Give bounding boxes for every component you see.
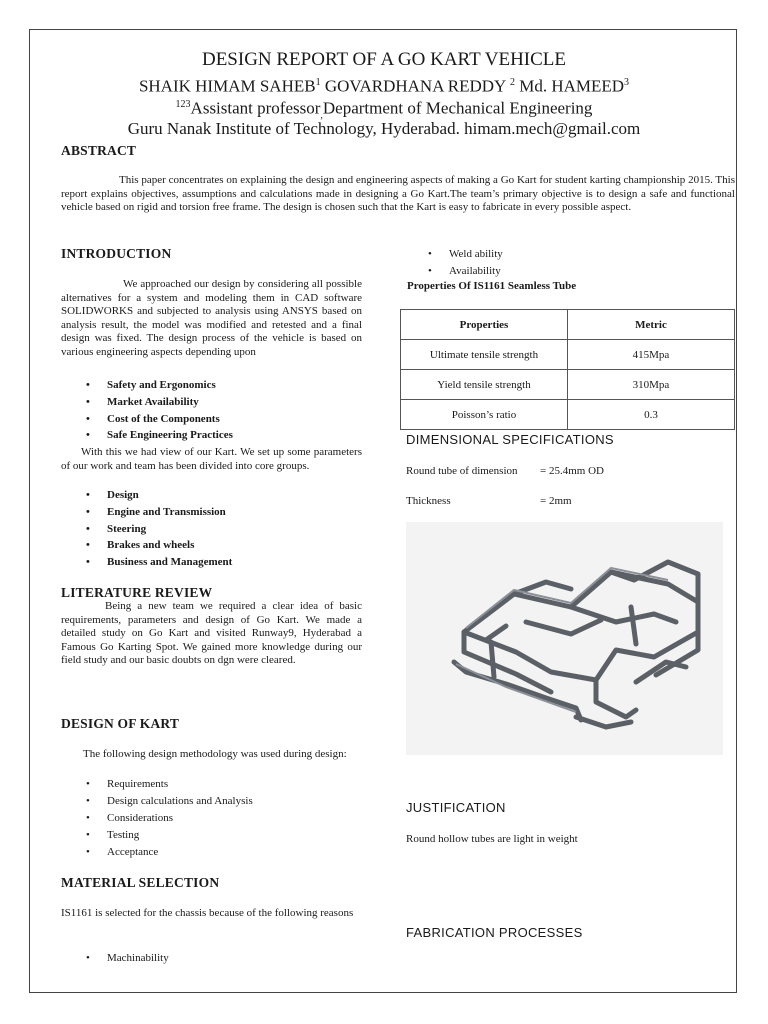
kart-chassis-figure xyxy=(406,522,723,755)
list-item: • Design xyxy=(61,487,362,504)
material-heading: MATERIAL SELECTION xyxy=(61,875,220,890)
fabrication-heading: FABRICATION PROCESSES xyxy=(406,925,583,940)
reasons-list-left xyxy=(61,950,362,967)
dimension-value: = 25.4mm OD xyxy=(540,465,604,477)
list-item: • Market Availability xyxy=(61,394,362,411)
affiliation-dept: Department of Mechanical Engineering xyxy=(322,98,593,118)
list-item: • Acceptance xyxy=(61,844,362,861)
author-1-sup: 1 xyxy=(315,77,321,88)
author-2: GOVARDHANA REDDY xyxy=(324,76,506,96)
justification-heading: JUSTIFICATION xyxy=(406,800,506,815)
reasons-list-right xyxy=(403,246,723,280)
design-text: The following design methodology was used during design: xyxy=(83,748,347,760)
author-1: SHAIK HIMAM SAHEB xyxy=(138,76,316,96)
list-item: • Steering xyxy=(61,521,362,538)
abstract-text: This paper concentrates on explaining the design and engineering aspects of making a Go Kart for student karting championship 2015. This report explains objectives, assumptions and calculations made in designing a Go Kart.The team’s primary objective is to design a safe and functional vehicle based on rigid and torsion free frame. The design is chosen such that the Kart is easy to fabricate in every possible aspect. xyxy=(61,174,735,214)
list-item: • Considerations xyxy=(61,810,362,827)
literature-heading: LITERATURE REVIEW xyxy=(61,585,213,600)
design-heading: DESIGN OF KART xyxy=(61,716,180,731)
author-3-sup: 3 xyxy=(624,77,630,88)
list-item: • Requirements xyxy=(61,776,362,793)
author-2-sup: 2 xyxy=(509,77,515,88)
list-item: • Weld ability xyxy=(403,246,723,263)
list-item: • Design calculations and Analysis xyxy=(61,793,362,810)
dimensional-heading: DIMENSIONAL SPECIFICATIONS xyxy=(406,432,614,447)
table-row xyxy=(401,370,735,400)
table-header: Properties xyxy=(401,310,568,340)
affiliation: Assistant professor xyxy=(190,98,321,118)
abstract-heading: ABSTRACT xyxy=(61,143,137,158)
groups-list xyxy=(61,487,362,571)
table-header-row xyxy=(401,310,735,340)
material-text: IS1161 is selected for the chassis because of the following reasons xyxy=(61,907,354,919)
introduction-text: We approached our design by considering all possible alternatives for a system and modeling them in CAD software SOLIDWORKS and subjected to analysis using ANSYS based on analysis result, the model was modified and retested and a final design was fixed. The design process of the vehicle is based on various engineering aspects depending upon xyxy=(61,278,362,358)
introduction-heading: INTRODUCTION xyxy=(61,246,172,261)
aspects-list xyxy=(61,377,362,444)
list-item: • Business and Management xyxy=(61,554,362,571)
table-cell: Yield tensile strength xyxy=(401,370,568,400)
affiliation-sep: , xyxy=(320,110,323,122)
table-caption: Properties Of IS1161 Seamless Tube xyxy=(407,280,577,292)
kart-chassis-icon xyxy=(406,522,723,755)
institution-line: Guru Nanak Institute of Technology, Hyderabad. himam.mech@gmail.com xyxy=(127,119,641,138)
thickness-value: = 2mm xyxy=(540,495,572,507)
table-header: Metric xyxy=(568,310,735,340)
list-item: • Engine and Transmission xyxy=(61,504,362,521)
paper-title: DESIGN REPORT OF A GO KART VEHICLE xyxy=(201,49,567,70)
methodology-list xyxy=(61,776,362,861)
table-cell: 0.3 xyxy=(568,400,735,430)
table-row xyxy=(401,400,735,430)
list-item: • Brakes and wheels xyxy=(61,537,362,554)
list-item: • Safety and Ergonomics xyxy=(61,377,362,394)
dimension-label: Round tube of dimension xyxy=(406,465,518,477)
author-line xyxy=(0,73,768,97)
table-cell: 415Mpa xyxy=(568,340,735,370)
justification-text: Round hollow tubes are light in weight xyxy=(406,833,578,845)
list-item: • Machinability xyxy=(61,950,362,967)
table-cell: Ultimate tensile strength xyxy=(401,340,568,370)
list-item: • Availability xyxy=(403,263,723,280)
table-cell: 310Mpa xyxy=(568,370,735,400)
list-item: • Safe Engineering Practices xyxy=(61,427,362,444)
introduction-text-2: With this we had view of our Kart. We set up some parameters of our work and team has been divided into core groups. xyxy=(61,446,362,472)
table-cell: Poisson’s ratio xyxy=(401,400,568,430)
table-row xyxy=(401,340,735,370)
properties-table xyxy=(400,309,735,430)
thickness-label: Thickness xyxy=(406,495,451,507)
affiliation-sup: 123 xyxy=(175,99,191,110)
list-item: • Cost of the Components xyxy=(61,411,362,428)
literature-text: Being a new team we required a clear idea of basic requirements, parameters and design of Go Kart. We made a detailed study on Go Kart and visited Runway9, Hyderabad a Famous Go Karting Spot. We gained more knowledge during our field study and our basic doubts on dgn were cleared. xyxy=(61,600,362,667)
author-3: Md. HAMEED xyxy=(519,76,625,96)
list-item: • Testing xyxy=(61,827,362,844)
